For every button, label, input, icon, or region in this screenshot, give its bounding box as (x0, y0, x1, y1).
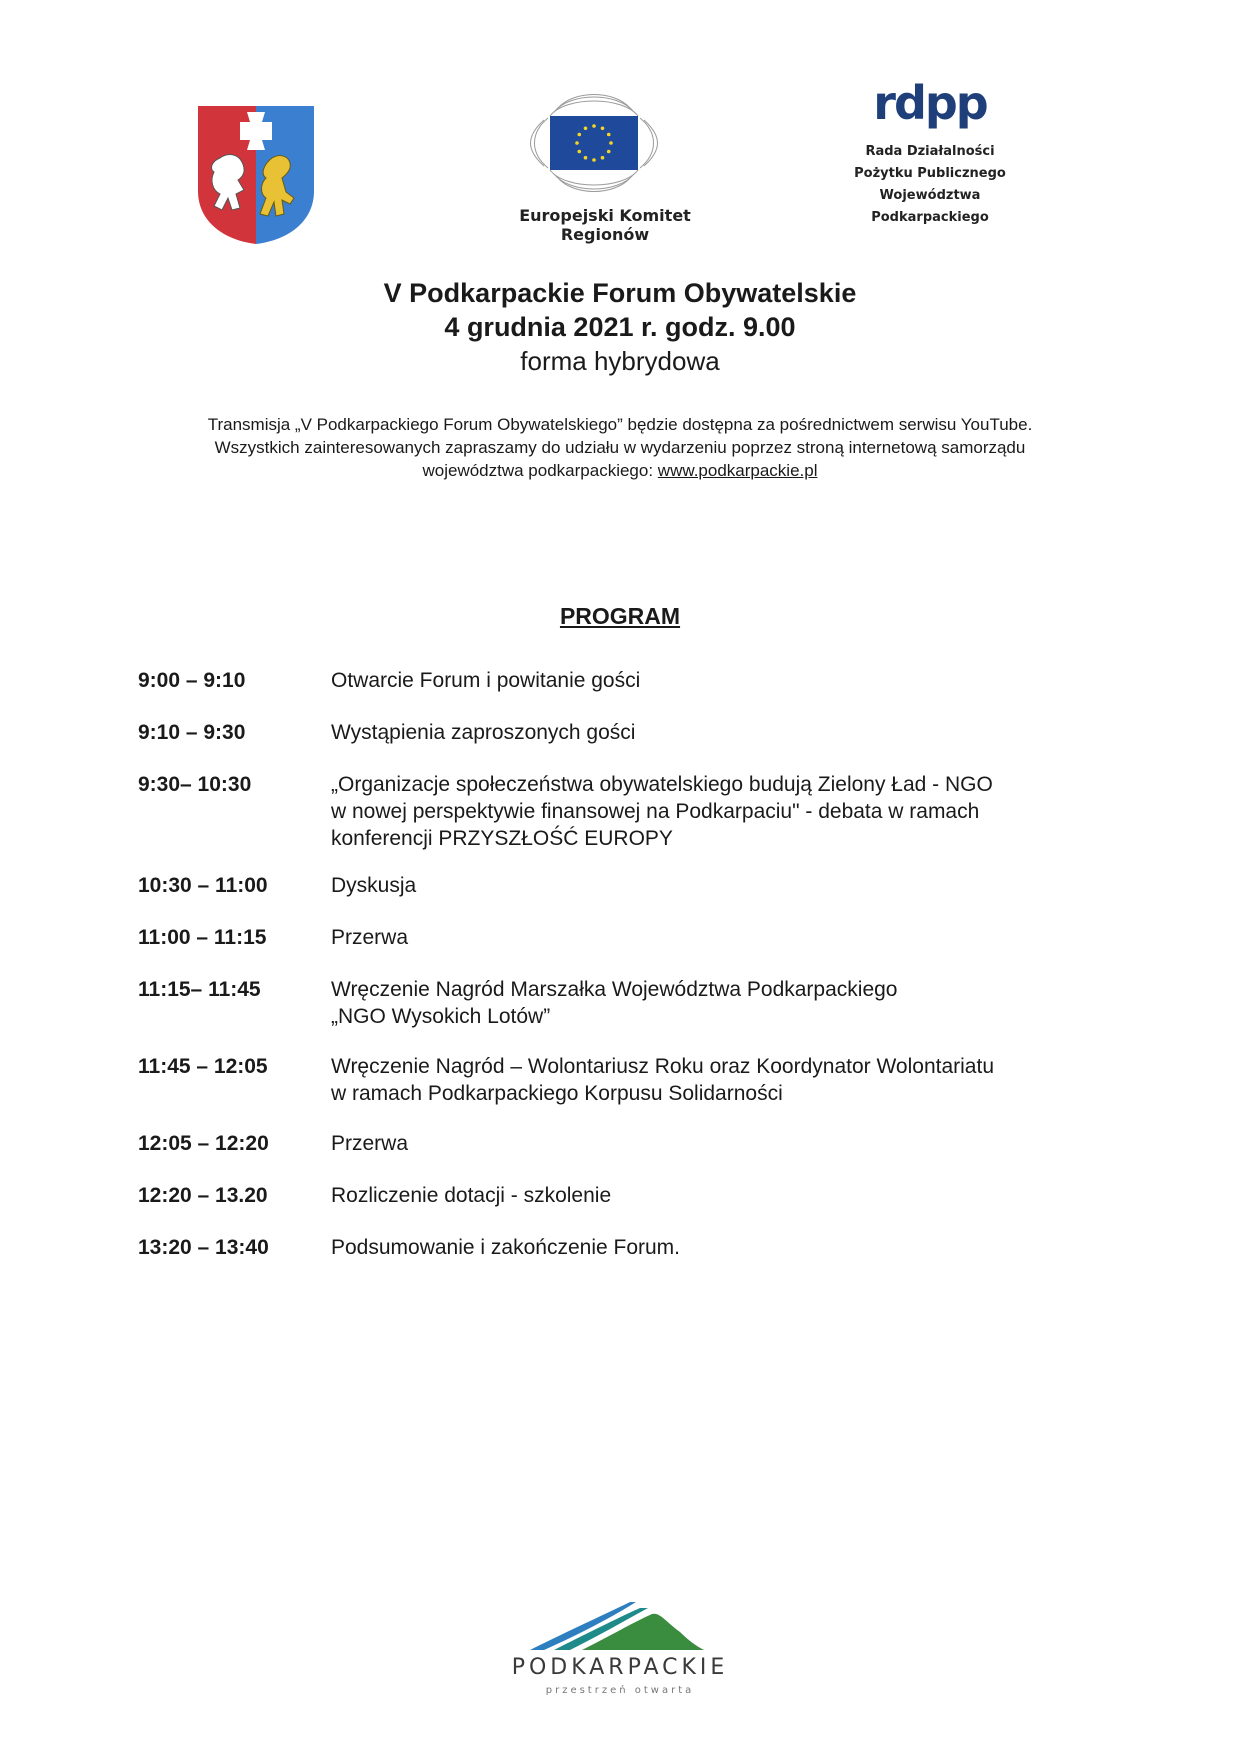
coat-of-arms-logo (198, 106, 314, 244)
program-description-line: Rozliczenie dotacji - szkolenie (331, 1184, 612, 1207)
eu-star (584, 126, 588, 130)
document-title: V Podkarpackie Forum Obywatelskie (383, 278, 857, 308)
program-description (331, 1130, 1101, 1157)
intro-line (120, 459, 1120, 482)
program-time: 9:00 – 9:10 (138, 669, 246, 692)
event-date: 4 grudnia 2021 r. godz. 9.00 (444, 312, 796, 342)
intro-paragraph (120, 413, 1120, 482)
rdpp-line: Pożytku Publicznego (854, 166, 1006, 181)
eu-star (609, 141, 613, 145)
program-time: 13:20 – 13:40 (138, 1236, 269, 1259)
program-description (331, 1234, 1101, 1261)
rdpp-line: Województwa (879, 188, 981, 203)
intro-line: Wszystkich zainteresowanych zapraszamy do udziału w wydarzeniu poprzez stroną internetową samorządu (214, 438, 1026, 457)
rdpp-name (845, 141, 1015, 229)
program-description (331, 719, 1101, 746)
rdpp-line: Rada Działalności (865, 144, 995, 159)
program-description-line: Wystąpienia zaproszonych gości (331, 721, 636, 744)
program-description-line: „Organizacje społeczeństwa obywatelskiego budują Zielony Ład - NGO (331, 773, 993, 796)
program-description-line: Przerwa (331, 1132, 409, 1155)
eu-star (607, 150, 611, 154)
eu-star (577, 150, 581, 154)
eu-flag-icon (520, 88, 668, 198)
program-description (331, 872, 1101, 899)
program-description-line: w ramach Podkarpackiego Korpusu Solidarności (331, 1082, 783, 1105)
program-description-line: Wręczenie Nagród – Wolontariusz Roku oraz Koordynator Wolontariatu (331, 1055, 994, 1078)
ekr-line1: Europejski Komitet (519, 206, 691, 225)
eu-star (601, 156, 605, 160)
program-description-line: Dyskusja (331, 874, 417, 897)
podkarpackie-tagline: przestrzeń otwarta (545, 1685, 695, 1696)
program-description-line: Otwarcie Forum i powitanie gości (331, 669, 641, 692)
program-description (331, 976, 1101, 1030)
podkarpackie-footer-logo (510, 1600, 730, 1652)
program-description-line: Podsumowanie i zakończenie Forum. (331, 1236, 681, 1259)
ekr-line2: Regionów (560, 225, 650, 244)
program-description (331, 667, 1101, 694)
program-time: 11:15– 11:45 (138, 978, 261, 1001)
eu-star (584, 156, 588, 160)
eu-star (575, 141, 579, 145)
podkarpackie-coat-of-arms-icon (198, 106, 314, 244)
rdpp-logo-word: rdpp (873, 76, 987, 130)
podkarpackie-swoosh-icon (510, 1600, 730, 1652)
program-time: 12:05 – 12:20 (138, 1132, 269, 1155)
program-description-line: konferencji PRZYSZŁOŚĆ EUROPY (331, 827, 673, 850)
ekr-logo (520, 88, 668, 198)
event-form: forma hybrydowa (520, 346, 720, 376)
program-description-line: Przerwa (331, 926, 409, 949)
program-description-line: w nowej perspektywie finansowej na Podkarpaciu" - debata w ramach (331, 800, 980, 823)
program-time: 9:10 – 9:30 (138, 721, 246, 744)
program-description (331, 771, 1101, 852)
eu-star (607, 133, 611, 137)
program-time: 12:20 – 13.20 (138, 1184, 268, 1207)
program-description (331, 924, 1101, 951)
rdpp-line: Podkarpackiego (871, 210, 989, 225)
program-description (331, 1182, 1101, 1209)
program-time: 9:30– 10:30 (138, 773, 252, 796)
program-description-line: Wręczenie Nagród Marszałka Województwa Podkarpackiego (331, 978, 898, 1001)
program-time: 11:45 – 12:05 (138, 1055, 268, 1078)
program-description-line: „NGO Wysokich Lotów” (331, 1005, 551, 1028)
program-time: 10:30 – 11:00 (138, 874, 268, 897)
eu-star (601, 126, 605, 130)
intro-line3-text: województwa podkarpackiego: (422, 461, 658, 480)
eu-star (592, 158, 596, 162)
eu-star (592, 124, 596, 128)
program-time: 11:00 – 11:15 (138, 926, 267, 949)
eu-star (577, 133, 581, 137)
podkarpackie-wordmark: PODKARPACKIE (511, 1655, 729, 1680)
program-heading: PROGRAM (559, 603, 681, 629)
website-link[interactable]: www.podkarpackie.pl (657, 461, 818, 480)
ekr-name (505, 206, 705, 244)
intro-line: Transmisja „V Podkarpackiego Forum Obywatelskiego” będzie dostępna za pośrednictwem serwisu YouTube. (207, 415, 1033, 434)
program-description (331, 1053, 1101, 1107)
